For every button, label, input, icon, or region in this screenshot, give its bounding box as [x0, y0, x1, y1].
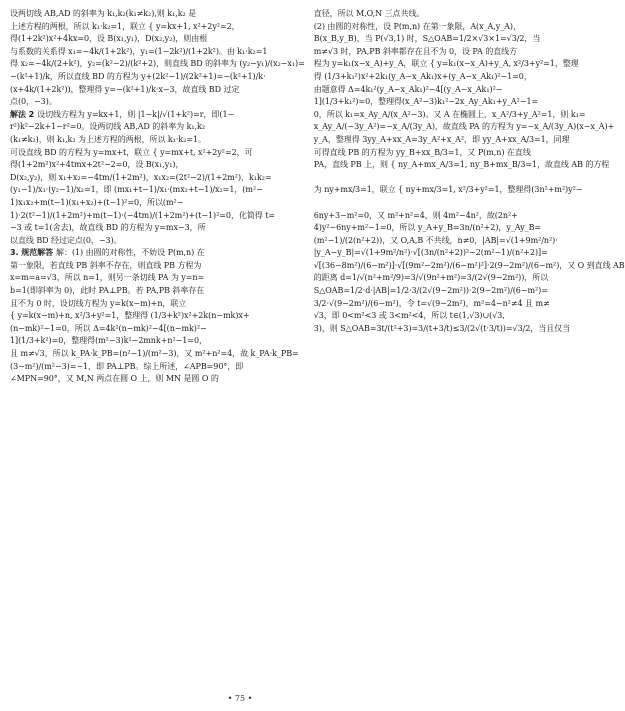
text-line — [314, 71, 625, 84]
line-text: (n−mk)²−1=0，所以 Δ=4k²(n−mk)²−4[(n−mk)²− — [10, 323, 207, 333]
text-line — [10, 134, 305, 147]
line-text: 1](1/3+k₁²)=0，整理得(x_A²−3)k₁²−2x_Ay_Ak₁+y_A²−1= — [313, 97, 539, 107]
text-line — [10, 96, 305, 109]
line-text: PA，直线 PB 上，则 { ny_A+mx_A/3=1, ny_B+mx_B/3=1，故直线 AB 的方程 — [313, 160, 610, 170]
text-line — [314, 147, 625, 160]
text-line — [314, 159, 625, 172]
line-text: ∠MPN=90°，又 M,N 两点在圆 O 上，则 MN 是圆 O 的 — [10, 374, 219, 384]
line-text: 得(1+2k²)x²+4kx=0，设 B(x₁,y₁)，D(x₂,y₂)，则由根 — [10, 34, 208, 44]
text-line — [10, 247, 305, 260]
text-line — [10, 361, 305, 374]
text-line — [314, 8, 625, 21]
line-text: 且 m≠√3，所以 k_PA·k_PB=(n²−1)/(m²−3)，又 m²+n²=4，故 k_PA·k_PB= — [10, 349, 299, 359]
line-text: 0，所以 k₁=x_Ay_A/(x_A²−3)。又 A 在椭圆上，x_A²/3+y_A²=1，则 k₁= — [313, 109, 586, 119]
section-label: 3. 规范解答 — [10, 248, 54, 258]
line-text: 可得直线 PB 的方程为 yy_B+xx_B/3=1，又 P(m,n) 在直线 — [313, 147, 531, 157]
text-line — [314, 235, 625, 248]
line-text: 以直线 BD 经过定点(0，−3)。 — [10, 235, 122, 245]
two-column-body — [10, 8, 625, 688]
text-line — [10, 272, 305, 285]
line-text: (y₁−1)/x₁·(y₂−1)/x₂=1，即 (mx₁+t−1)/x₁·(mx₂+t−1)/x₂=1，(m²− — [10, 185, 263, 195]
text-line — [314, 172, 625, 185]
line-text: { y=k(x−m)+n, x²/3+y²=1，整理得 (1/3+k²)x²+2k(n−mk)x+ — [10, 311, 250, 321]
line-text: b=1(即斜率为 0)，此时 PA⊥PB。若 PA,PB 斜率存在 — [10, 286, 205, 296]
line-text: −3 或 t=1(舍去)，故直线 BD 的方程为 y=mx−3，所 — [10, 223, 206, 233]
line-text: 直径，所以 M,O,N 三点共线。 — [313, 9, 425, 18]
text-line — [314, 260, 625, 273]
section-label: 解法 2 — [10, 109, 35, 119]
text-line — [10, 159, 305, 172]
line-text: x=m=a=√3，所以 n=1，则另一条切线 PA 为 y=n= — [10, 273, 205, 283]
text-line — [314, 58, 625, 71]
text-line — [314, 33, 625, 46]
text-line — [10, 210, 305, 223]
text-line — [10, 197, 305, 210]
text-line — [314, 272, 625, 285]
line-text: √[(36−8m²)/(6−m²)]·√[(9m²−2m²)/(6−m²)²]·2(9−2m²)/(6−m²)，又 O 到直线 AB — [313, 260, 625, 270]
line-text: 解：(1) 由圆的对称性，不妨设 P(m,n) 在 — [56, 248, 205, 258]
text-line — [314, 109, 625, 122]
text-line — [10, 46, 305, 59]
text-line — [10, 373, 305, 386]
line-text: 4)y²−6ny+m²−1=0，所以 y_A+y_B=3n/(n²+2)，y_Ay_B= — [313, 223, 542, 233]
line-text: |y_A−y_B|=√(1+9m²/n²)·√[(3n/(n²+2))²−2(m²−1)/(n²+2)]= — [313, 248, 548, 258]
line-text: 得(1+2m²)x²+4tmx+2t²−2=0，设 B(x₁,y₁)， — [10, 160, 184, 170]
line-text: 3)，则 S△OAB=3t/(t²+3)=3/(t+3/t)≤3/(2√(t·3/t))=√3/2，当且仅当 — [313, 323, 571, 333]
text-line — [10, 298, 305, 311]
line-text: 点(0，−3)。 — [10, 97, 57, 107]
text-line — [10, 21, 305, 34]
line-text: (m²−1)/(2(n²+2))，又 O,A,B 不共线，n≠0，|AB|=√(1+9m²/n²)· — [313, 235, 558, 245]
text-line — [314, 298, 625, 311]
text-line — [10, 310, 305, 323]
line-text: −(k²+1)/k，所以直线 BD 的方程为 y+(2k²−1)/(2k²+1)=−(k²+1)/k· — [10, 71, 266, 81]
line-text: 的距离 d=1/√(n²+m²/9)=3/√(9n²+m²)=3/(2√(9−2m²))，所以 — [313, 273, 549, 283]
text-line — [314, 46, 625, 59]
text-line — [10, 285, 305, 298]
line-text: (3−m²)/(m²−3)=−1，即 PA⊥PB。综上所述，∠APB=90°，即 — [10, 361, 244, 371]
text-line — [10, 335, 305, 348]
line-text: 设两切线 AB,AD 的斜率为 k₁,k₂(k₁≠k₂),则 k₁,k₂ 是 — [10, 9, 197, 18]
line-text: 与系数的关系得 x₁=−4k/(1+2k²)，y₁=(1−2k²)/(1+2k²)。由 k₁·k₂=1 — [10, 46, 268, 56]
text-line — [314, 310, 625, 323]
line-text: 得 (1/3+k₁²)x²+2k₁(y_A−x_Ak₁)x+(y_A−x_Ak₁)²−1=0， — [313, 71, 532, 81]
line-text: 1](1/3+k²)=0，整理得(m²−3)k²−2mnk+n²−1=0， — [10, 336, 207, 346]
line-text: 由题意得 Δ=4k₁²(y_A−x_Ak₁)²−4[(y_A−x_Ak₁)²− — [313, 84, 503, 94]
text-line — [314, 222, 625, 235]
line-text: 得 x₂=−4k/(2+k²)，y₂=(k²−2)/(k²+2)，则直线 BD 的斜率为 (y₂−y₁)/(x₂−x₁)= — [10, 59, 305, 69]
line-text: 1)·2(t²−1)/(1+2m²)+m(t−1)·(−4tm)/(1+2m²)+(t−1)²=0，化简得 t= — [10, 210, 276, 220]
text-line — [10, 348, 305, 361]
line-text: 第一象限，若直线 PB 斜率不存在，则直线 PB 方程为 — [10, 260, 202, 270]
text-line — [10, 235, 305, 248]
line-text: (x+4k/(1+2k²))，整理得 y=−(k²+1)/k·x−3，故直线 BD 过定 — [10, 84, 240, 94]
text-line — [10, 172, 305, 185]
text-line — [10, 184, 305, 197]
text-line — [314, 197, 625, 210]
page-number: • 75 • — [227, 694, 253, 703]
line-text: r²)k²−2k+1−r²=0。设两切线 AB,AD 的斜率为 k₁,k₂ — [10, 122, 205, 132]
right-column — [314, 8, 625, 688]
text-line — [10, 8, 305, 21]
line-text: 设切线方程为 y=kx+1，则 |1−k|/√(1+k²)=r，即(1− — [37, 109, 235, 119]
line-text: 上述方程的两根，所以 k₁·k₂=1，联立 { y=kx+1, x²+2y²=2， — [10, 21, 240, 31]
line-text: y_A，整理得 3yy_A+xx_A=3y_A²+x_A²，即 yy_A+xx_A/3=1，同理 — [313, 134, 570, 144]
line-text: (k₁≠k₂)，则 k₁,k₂ 为上述方程的两根，所以 k₁·k₂=1。 — [10, 134, 206, 144]
text-line — [10, 84, 305, 97]
line-text: S△OAB=1/2·d·|AB|=1/2·3/(2√(9−2m²))·2(9−2m²)/(6−m²)= — [313, 286, 548, 296]
left-column — [10, 8, 305, 688]
text-line — [314, 285, 625, 298]
text-line — [314, 21, 625, 34]
line-text: (2) 由圆的对称性，设 P(m,n) 在第一象限，A(x_A,y_A)， — [313, 21, 521, 31]
text-line — [10, 323, 305, 336]
text-line — [10, 33, 305, 46]
line-text: 程为 y=k₁(x−x_A)+y_A，联立 { y=k₁(x−x_A)+y_A, x²/3+y²=1，整理 — [313, 59, 579, 69]
line-text: D(x₂,y₂)，则 x₁+x₂=−4tm/(1+2m²)，x₁x₂=(2t²−2)/(1+2m²)，k₁k₂= — [10, 172, 272, 182]
text-line — [10, 58, 305, 71]
text-line — [314, 323, 625, 336]
text-line — [314, 96, 625, 109]
line-text: 为 ny+mx/3=1，联立 { ny+mx/3=1, x²/3+y²=1，整理得(3n²+m²)y²− — [313, 185, 583, 195]
text-line — [314, 247, 625, 260]
text-line — [10, 121, 305, 134]
line-text: B(x_B,y_B)，当 P(√3,1) 时，S△OAB=1/2×√3×1=√3/2，当 — [313, 34, 541, 44]
text-line — [314, 210, 625, 223]
line-text: √3，即 0<m²<3 或 3<m²<4，所以 t∈(1,√3)∪(√3, — [313, 311, 505, 321]
line-text: 3/2·√(9−2m²)/(6−m²)，令 t=√(9−2m²)，m²=4−n²≠4 且 m≠ — [313, 298, 550, 308]
line-text: 可设直线 BD 的方程为 y=mx+t，联立 { y=mx+t, x²+2y²=2，可 — [10, 147, 253, 157]
text-line — [10, 109, 305, 122]
text-line — [314, 184, 625, 197]
text-line — [10, 147, 305, 160]
text-line — [10, 222, 305, 235]
text-line — [314, 134, 625, 147]
line-text: 1)x₁x₂+m(t−1)(x₁+x₂)+(t−1)²=0，所以(m²− — [10, 197, 184, 207]
line-text: 且不为 0 时，设切线方程为 y=k(x−m)+n，联立 — [10, 298, 187, 308]
text-line — [10, 71, 305, 84]
line-text: x_Ay_A/(−3y_A²)=−x_A/(3y_A)，故直线 PA 的方程为 y=−x_A/(3y_A)(x−x_A)+ — [313, 122, 615, 132]
text-line — [314, 84, 625, 97]
line-text: m≠√3 时，PA,PB 斜率都存在且不为 0，设 PA 的直线方 — [313, 46, 518, 56]
text-line — [10, 260, 305, 273]
text-line — [314, 121, 625, 134]
line-text: 6ny+3−m²=0，又 m²+n²=4，则 4m²−4n²，故(2n²+ — [313, 210, 518, 220]
